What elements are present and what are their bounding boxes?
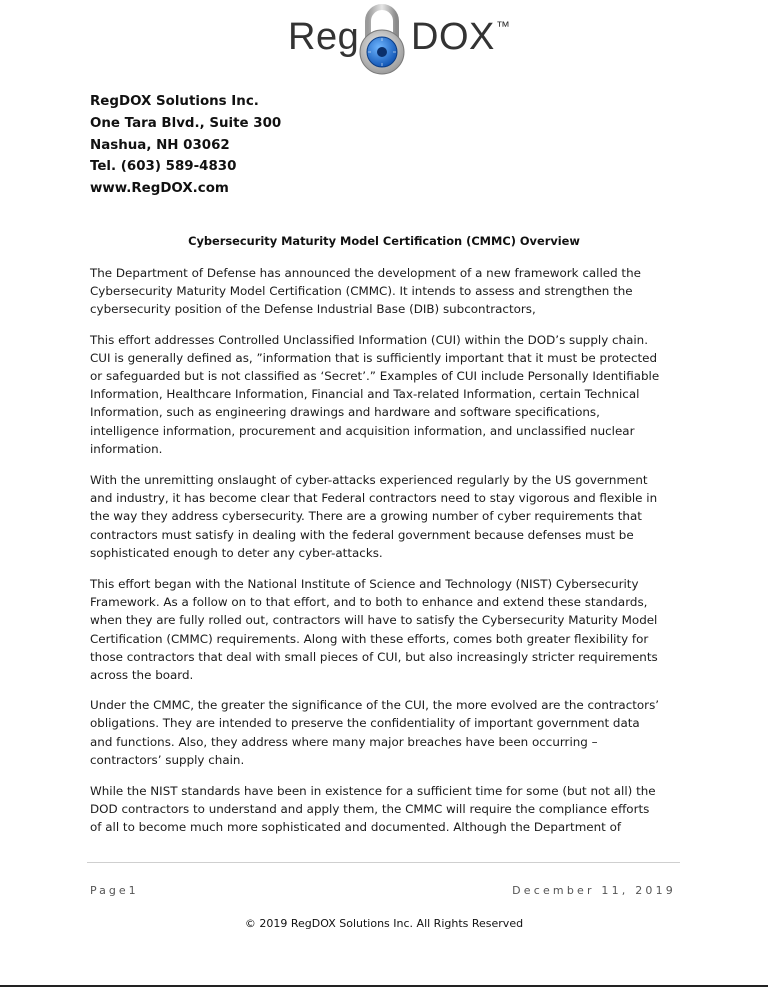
paragraph-line: across the board.: [90, 668, 194, 683]
paragraph-line: and functions. Also, they address where many major breaches have been occurring –: [90, 734, 598, 749]
paragraph-line: Information, Healthcare Information, Financial and Tax-related Information, certain Technical: [90, 387, 640, 402]
paragraph-line: when they are fully rolled out, contractors will have to satisfy the Cybersecurity Maturity Model: [90, 613, 658, 628]
paragraph-line: contractors must satisfy in dealing with the federal government because defenses must be: [90, 527, 634, 542]
paragraph-line: of all to become much more sophisticated and documented. Although the Department of: [90, 820, 622, 835]
paragraph-line: While the NIST standards have been in existence for a sufficient time for some (but not all) the: [90, 784, 656, 799]
footer-divider: [87, 862, 680, 863]
body-paragraph: [90, 471, 690, 562]
paragraph-line: intelligence information, procurement and acquisition information, and unclassified nuclear: [90, 423, 635, 438]
document-title: Cybersecurity Maturity Model Certification (CMMC) Overview: [188, 234, 580, 248]
phone-number: Tel. (603) 589-4830: [90, 159, 237, 175]
paragraph-line: This effort began with the National Institute of Science and Technology (NIST) Cybersecurity: [90, 577, 639, 592]
paragraph-line: and industry, it has become clear that Federal contractors need to stay vigorous and flexible in: [90, 491, 658, 506]
paragraph-line: obligations. They are intended to preserve the confidentiality of important government data: [90, 716, 640, 731]
padlock-icon: [357, 4, 407, 76]
paragraph-line: the way they address cybersecurity. There are a growing number of cyber requirements that: [90, 509, 642, 524]
paragraph-line: information.: [90, 441, 163, 456]
paragraph-line: Information, such as engineering drawings and hardware and software specifications,: [90, 405, 600, 420]
paragraph-line: those contractors that deal with small pieces of CUI, but also increasingly stricter requirements: [90, 649, 658, 664]
paragraph-line: Under the CMMC, the greater the significance of the CUI, the more evolved are the contractors’: [90, 698, 660, 713]
paragraph-line: Certification (CMMC) requirements. Along with these efforts, comes both greater flexibility for: [90, 631, 649, 646]
body-paragraph: [90, 331, 690, 458]
paragraph-line: sophisticated enough to deter any cyber-attacks.: [90, 545, 383, 560]
body-paragraph: [90, 696, 690, 769]
paragraph-line: The Department of Defense has announced the development of a new framework called the: [90, 266, 641, 280]
city-state-zip: Nashua, NH 03062: [90, 137, 230, 153]
logo-text-right: DOX™: [411, 16, 511, 58]
paragraph-line: With the unremitting onslaught of cyber-attacks experienced regularly by the US government: [90, 473, 648, 488]
paragraph-line: Framework. As a follow on to that effort, and to both to enhance and extend these standards,: [90, 595, 648, 610]
logo-text-left: Reg: [288, 16, 360, 58]
paragraph-line: Cybersecurity Maturity Model Certification (CMMC). It intends to assess and strengthen the: [90, 284, 633, 299]
document-date: December 11, 2019: [512, 884, 676, 897]
body-paragraph: [90, 782, 690, 837]
street-address: One Tara Blvd., Suite 300: [90, 115, 282, 131]
company-name: RegDOX Solutions Inc.: [90, 94, 259, 109]
paragraph-line: CUI is generally defined as, ”information that is sufficiently important that it must be protected: [90, 350, 658, 365]
body-paragraph: [90, 575, 690, 684]
paragraph-line: This effort addresses Controlled Unclassified Information (CUI) within the DOD’s supply chain.: [90, 332, 648, 347]
document-body: [90, 264, 690, 837]
paragraph-line: DOD contractors to understand and apply them, the CMMC will require the compliance efforts: [90, 802, 650, 817]
paragraph-line: contractors’ supply chain.: [90, 752, 245, 767]
copyright-notice: © 2019 RegDOX Solutions Inc. All Rights Reserved: [244, 917, 524, 930]
page-number: Page1: [90, 884, 139, 897]
page-bottom-border: [0, 985, 768, 987]
paragraph-line: or safeguarded but is not classified as ‘Secret’.” Examples of CUI include Personally Identifiable: [90, 369, 660, 384]
body-paragraph: [90, 264, 690, 319]
company-address-block: [90, 91, 281, 200]
regdox-logo: [0, 4, 768, 76]
website-link[interactable]: www.RegDOX.com: [90, 181, 229, 197]
paragraph-line: cybersecurity position of the Defense Industrial Base (DIB) subcontractors,: [90, 302, 536, 317]
